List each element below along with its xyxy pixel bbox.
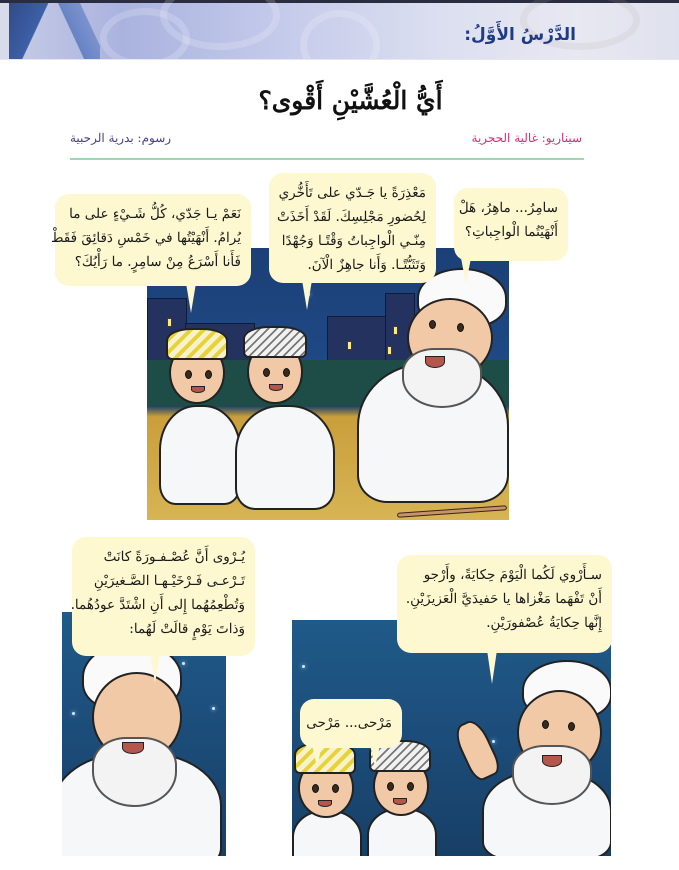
speech-bubble-grandfather-question <box>454 188 568 261</box>
bubble-line: لِحُضورِ مَجْلِسِكَ. لَقَدْ أَخَذَتْ <box>277 209 426 225</box>
credit-drawings: رسوم: بدرية الرحبية <box>70 131 172 145</box>
mouth <box>393 798 407 805</box>
grandfather-figure <box>347 268 509 508</box>
robe <box>235 405 335 510</box>
kuma-cap <box>166 328 228 360</box>
kuma-cap <box>243 326 307 358</box>
comic-panel-1 <box>147 248 509 520</box>
speech-bubble-tail <box>487 650 497 684</box>
lesson-banner <box>0 0 679 60</box>
speech-bubble-tail <box>461 258 471 284</box>
bubble-line: سـأَرْوي لَكُما الْيَوْمَ حِكايَةً، وأَرْجو <box>423 567 602 583</box>
bubble-line: نَعَمْ يـا جَدّي، كُلُّ شَـيْءٍ على ما <box>69 206 241 222</box>
bubble-line: مَرْحى... مَرْحى <box>306 715 392 731</box>
lesson-label: الدَّرْسُ الأَوَّلُ: <box>464 25 576 45</box>
speech-bubble-tail <box>302 280 312 310</box>
eye <box>429 320 436 329</box>
bubble-line: مِنّـي الْواجِباتُ وَقْتًـا وَجُهْدًا <box>281 233 426 249</box>
speech-bubble-tail <box>186 283 196 313</box>
bubble-line: إِنَّها حِكايَةُ عُصْفورَيْنِ. <box>486 615 602 631</box>
speech-bubble-tail <box>312 745 322 767</box>
boy-samer-figure <box>159 320 239 510</box>
title-divider <box>70 158 584 160</box>
eye <box>542 720 549 729</box>
eye <box>312 784 319 793</box>
eye <box>263 368 270 377</box>
speech-bubble-maher <box>269 173 436 283</box>
speech-bubble-grandfather-story <box>72 537 255 656</box>
beard <box>512 745 592 805</box>
pointing-hand <box>451 716 504 783</box>
bubble-line: أَنْهَيْتُما الْواجِباتِ؟ <box>464 224 558 240</box>
banner-edge <box>0 3 9 60</box>
mouth <box>425 356 445 368</box>
bubble-line: وَذاتَ يَوْمٍ قالَتْ لَهُما: <box>129 621 245 637</box>
bubble-line: يُـرْوى أَنَّ عُصْـفـورَةً كانَتْ <box>103 549 245 565</box>
bubble-line: وَتُطْعِمُهُما إِلى أَنِ اشْتَدَّ عودُهُما. <box>70 597 245 613</box>
bubble-line: أَنْ تَفْهَما مَغْزاها يا حَفيدَيَّ الْعَزيزَيْنِ. <box>405 591 602 607</box>
bubble-line: مَعْذِرَةً يا جَـدّي على تَأَخُّري <box>278 185 426 201</box>
mouth <box>122 742 144 754</box>
story-title: أَيُّ الْعُشَّيْنِ أَقْوى؟ <box>258 86 443 115</box>
eye <box>185 370 192 379</box>
bubble-line: يُرامُ. أَنْهَيْتُها في خَمْسِ دَقائِقَ فَقَطْ <box>50 230 241 246</box>
eye <box>283 368 290 377</box>
star-icon <box>302 665 305 668</box>
boy-samer-figure <box>292 740 362 856</box>
eye <box>332 784 339 793</box>
calligraphy-swirl <box>300 10 380 60</box>
boy-maher-figure <box>235 320 345 510</box>
grandfather-figure <box>62 642 226 856</box>
banner-bottom-line <box>0 59 679 60</box>
grandfather-figure <box>462 660 611 856</box>
robe <box>159 405 241 505</box>
credits <box>70 131 582 151</box>
credit-scenario: سيناريو: غالية الحجرية <box>471 131 582 145</box>
banner-triangle-light <box>45 3 100 60</box>
eye <box>457 323 464 332</box>
speech-bubble-tail <box>150 653 160 683</box>
bubble-line: تَـرْعـى فَـرْخَيْـهـا الصَّـغيرَيْنِ <box>93 573 245 589</box>
mouth <box>269 384 283 391</box>
bubble-line: فَأَنا أَسْرَعُ مِنْ سامِرٍ. ما رَأْيُكَ؟ <box>74 254 241 270</box>
eye <box>205 370 212 379</box>
speech-bubble-boys-cheer <box>300 699 402 748</box>
speech-bubble-grandfather-intro <box>397 555 612 653</box>
speech-bubble-tail <box>370 745 380 767</box>
mouth <box>191 386 205 393</box>
speech-bubble-samer <box>50 194 251 286</box>
mouth <box>318 800 332 807</box>
eye <box>407 782 414 791</box>
eye <box>387 782 394 791</box>
mouth <box>542 755 562 767</box>
bubble-line: سامِرُ... ماهِرُ، هَلْ <box>458 200 558 216</box>
bubble-line: وَتَثَبُّتًـا. وَأَنا جاهِزٌ الْآنَ. <box>307 257 426 273</box>
eye <box>568 722 575 731</box>
